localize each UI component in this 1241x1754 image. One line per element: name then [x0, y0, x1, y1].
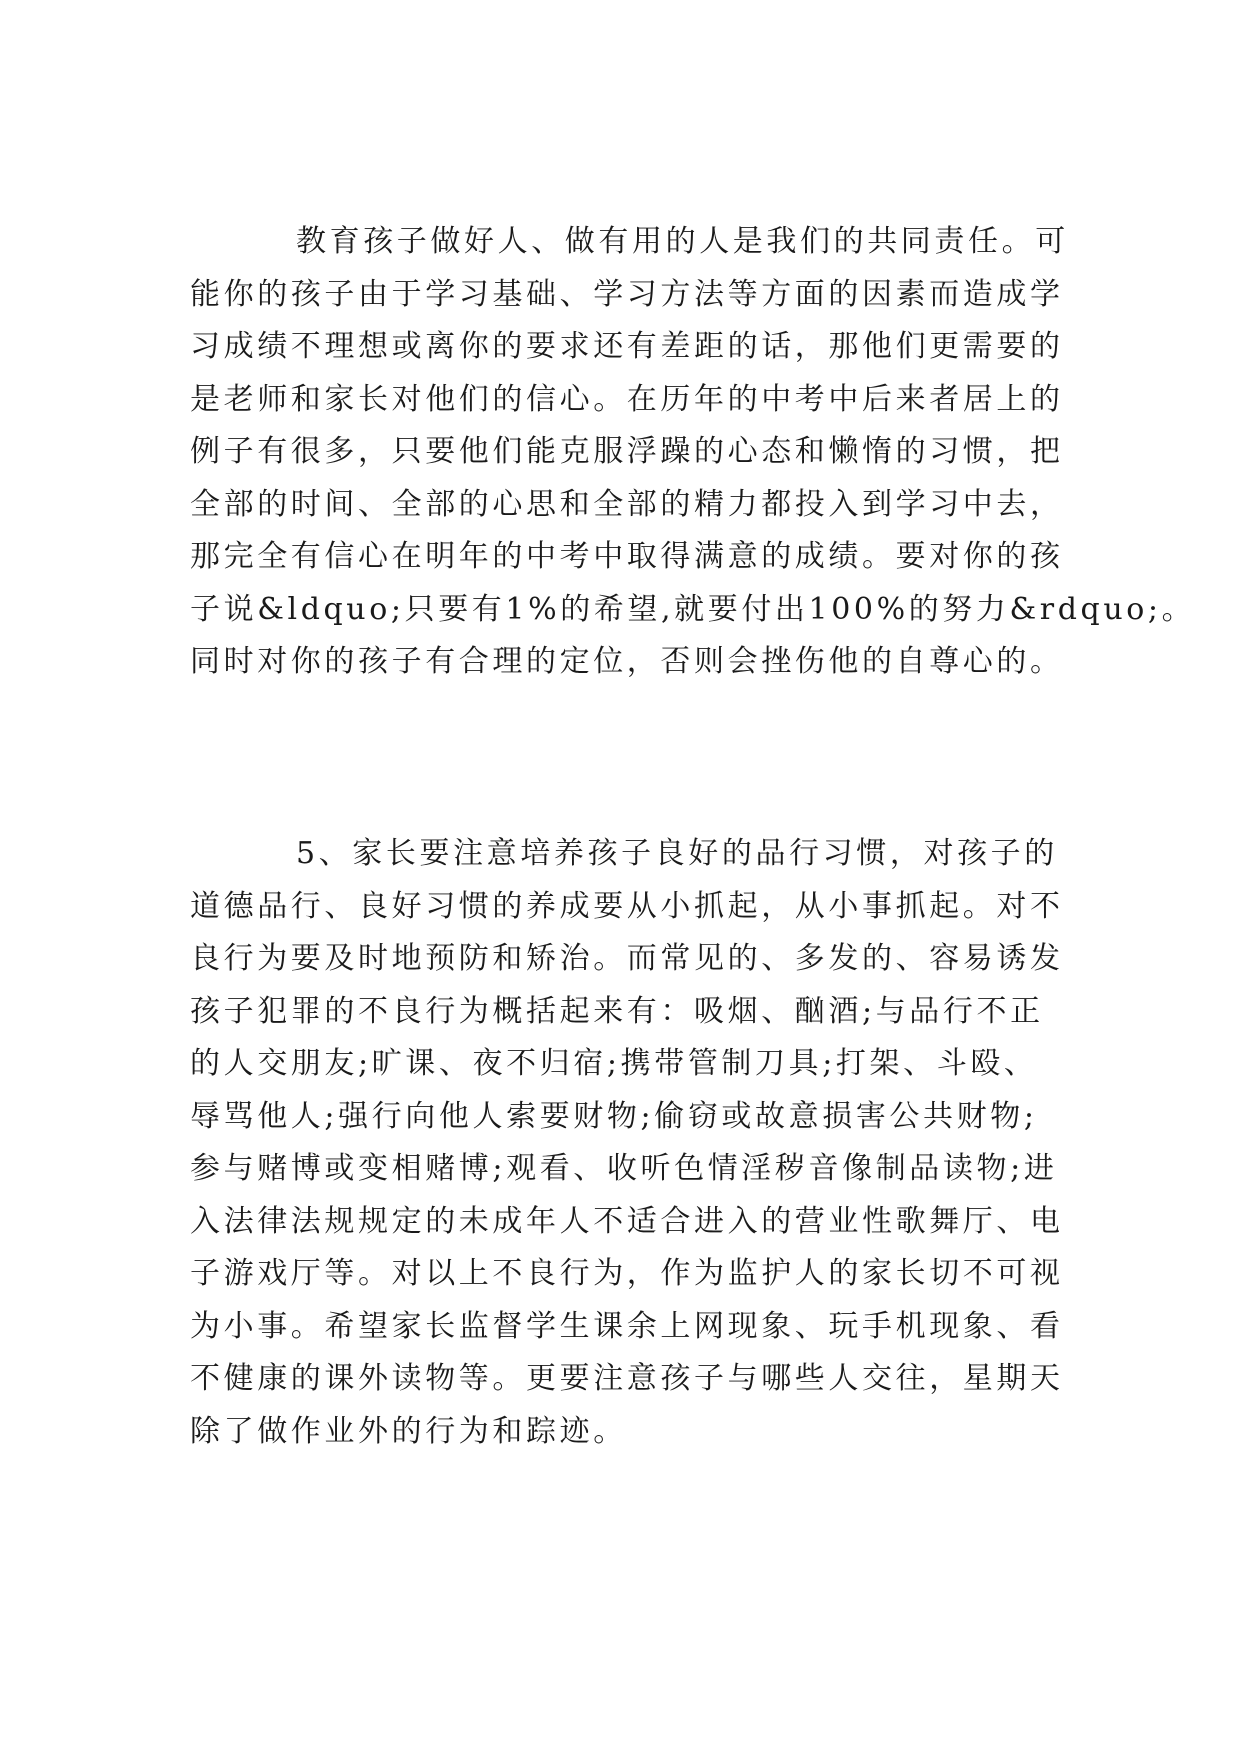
text-line: 除了做作业外的行为和踪迹。: [190, 1413, 627, 1449]
text-line: 子说&ldquo;只要有1%的希望,就要付出100%的努力&rdquo;。: [190, 591, 1196, 627]
text-line: 子游戏厅等。对以上不良行为，作为监护人的家长切不可视: [190, 1256, 1064, 1291]
text-line: 5、家长要注意培养孩子良好的品行习惯，对孩子的: [296, 836, 1058, 871]
text-line: 全部的时间、全部的心思和全部的精力都投入到学习中去，: [190, 486, 1064, 522]
text-line: 同时对你的孩子有合理的定位，否则会挫伤他的自尊心的。: [190, 644, 1064, 679]
text-line: 参与赌博或变相赌博;观看、收听色情淫秽音像制品读物;进: [190, 1151, 1058, 1186]
text-line: 为小事。希望家长监督学生课余上网现象、玩手机现象、看: [190, 1308, 1064, 1344]
text-line: 习成绩不理想或离你的要求还有差距的话，那他们更需要的: [190, 329, 1064, 364]
text-line: 能你的孩子由于学习基础、学习方法等方面的因素而造成学: [190, 276, 1064, 312]
text-line: 的人交朋友;旷课、夜不归宿;携带管制刀具;打架、斗殴、: [190, 1046, 1038, 1081]
text-line: 孩子犯罪的不良行为概括起来有：吸烟、酗酒;与品行不正: [190, 993, 1044, 1029]
text-line: 是老师和家长对他们的信心。在历年的中考中后来者居上的: [190, 381, 1064, 417]
text-line: 辱骂他人;强行向他人索要财物;偷窃或故意损害公共财物;: [190, 1098, 1038, 1134]
paragraph-responsibility: [190, 216, 1196, 689]
text-line: 那完全有信心在明年的中考中取得满意的成绩。要对你的孩: [190, 539, 1064, 574]
text-line: 道德品行、良好习惯的养成要从小抓起，从小事抓起。对不: [190, 888, 1064, 924]
paragraph-behavior-habits: [190, 828, 1070, 1458]
text-line: 教育孩子做好人、做有用的人是我们的共同责任。可: [296, 224, 1069, 259]
text-line: 例子有很多，只要他们能克服浮躁的心态和懒惰的习惯，把: [190, 434, 1064, 469]
text-line: 入法律法规规定的未成年人不适合进入的营业性歌舞厅、电: [190, 1203, 1064, 1239]
text-line: 不健康的课外读物等。更要注意孩子与哪些人交往，星期天: [190, 1361, 1064, 1396]
text-line: 良行为要及时地预防和矫治。而常见的、多发的、容易诱发: [190, 941, 1064, 976]
